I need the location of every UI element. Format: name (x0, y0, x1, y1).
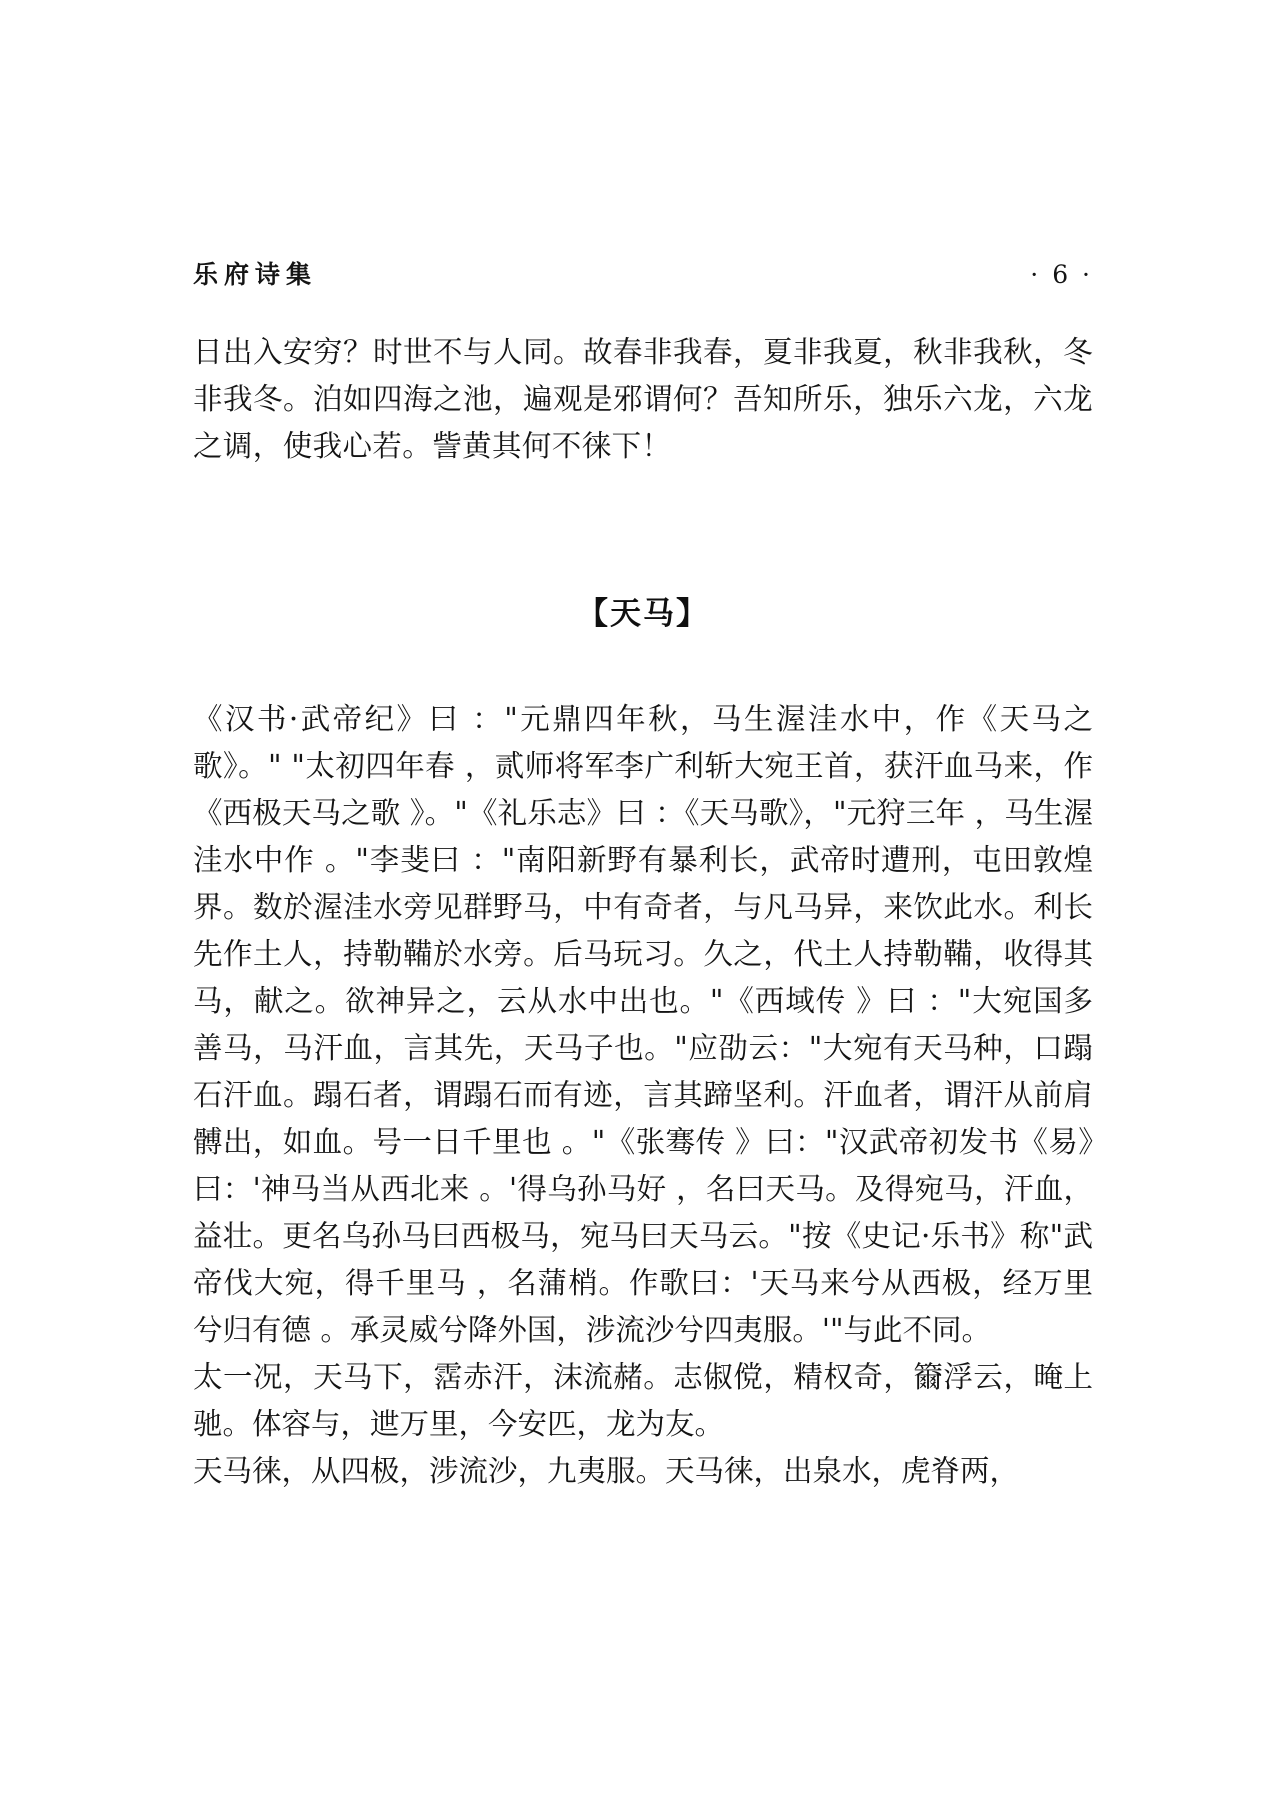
page-content (193, 255, 1093, 1495)
spacer-before-section (193, 470, 1093, 590)
spacer-after-title (193, 638, 1093, 696)
page-header (193, 255, 1093, 295)
running-title: 乐府诗集 (193, 260, 318, 289)
section-title: 【天马】 (577, 596, 709, 632)
verse-line-1: 太一况，天马下，霑赤汗，沫流赭。志俶傥，精权奇，籋浮云，晻上驰。体容与，迣万里，今安匹，龙为友。 (193, 1360, 1093, 1441)
section-commentary: 《汉书·武帝纪》曰 ："元鼎四年秋，马生渥洼水中，作《天马之歌》。" "太初四年春 ，贰师将军李广利斩大宛王首，获汗血马来，作《西极天马之歌 》。"《礼乐志》曰 ：《天马歌》，"元狩三年 ，马生渥洼水中作 。"李斐曰 ："南阳新野有暴利长，武帝时遭刑，屯田敦煌界。数於渥洼水旁见群野马，中有奇者，与凡马异，来饮此水。利长先作土人，持勒鞴於水旁。后马玩习。久之，代土人持勒鞴，收得其马，献之。欲神异之，云从水中出也。"《西域传 》曰 ："大宛国多善马，马汗血，言其先，天马子也。"应劭云："大宛有天马种，口蹋石汗血。蹋石者，谓蹋石而有迹，言其蹄坚利。汗血者，谓汗从前肩髆出，如血。号一日千里也 。"《张骞传 》曰："汉武帝初发书《易》曰：'神马当从西北来 。'得乌孙马好 ，名曰天马。及得宛马，汗血，益壮。更名乌孙马曰西极马，宛马曰天马云。"按《史记·乐书》称"武帝伐大宛，得千里马 ，名蒲梢。作歌曰：'天马来兮从西极，经万里兮归有德 。承灵威兮降外国，涉流沙兮四夷服。'"与此不同。 (193, 702, 1093, 1347)
page-number: · 6 · (1030, 260, 1093, 289)
verse-line-2: 天马徕，从四极，涉流沙，九夷服。天马徕，出泉水，虎脊两， (193, 1454, 1020, 1488)
opening-paragraph: 日出入安穷？时世不与人同。故春非我春，夏非我夏，秋非我秋，冬非我冬。泊如四海之池，遍观是邪谓何？吾知所乐，独乐六龙，六龙之调，使我心若。訾黄其何不徕下！ (193, 335, 1093, 463)
